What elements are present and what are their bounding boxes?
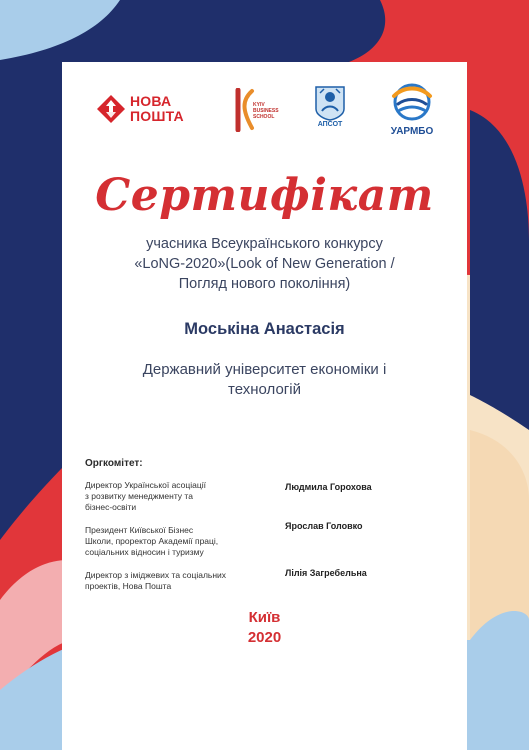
member-name: Лілія Загребельна xyxy=(285,568,367,578)
position-line: проектів, Нова Пошта xyxy=(85,581,172,591)
urmbo-logo xyxy=(382,82,442,140)
kbs-line1: KYIV xyxy=(253,102,265,108)
member-position xyxy=(85,480,265,513)
position-line: з розвитку менеджменту та xyxy=(85,491,193,501)
certificate-subtitle xyxy=(82,234,447,294)
nova-poshta-logo xyxy=(96,90,206,130)
recipient-university xyxy=(92,360,437,400)
kbs-line3: SCHOOL xyxy=(253,114,275,120)
certificate-card xyxy=(62,62,467,750)
urmbo-logo-icon xyxy=(382,82,442,124)
kyiv-business-school-logo xyxy=(230,88,286,134)
member-name: Людмила Горохова xyxy=(285,482,372,492)
apsot-emblem-icon xyxy=(310,85,350,121)
apsot-label: АПСОТ xyxy=(317,121,343,128)
member-position xyxy=(85,570,265,592)
city: Київ xyxy=(248,609,281,626)
year: 2020 xyxy=(247,629,282,646)
subtitle-line-1: учасника Всеукраїнського конкурсу xyxy=(146,236,383,252)
position-line: Директор з іміджевих та соціальних xyxy=(85,570,227,580)
subtitle-line-2: «LoNG-2020»(Look of New Generation / xyxy=(134,256,395,272)
member-name: Ярослав Головко xyxy=(285,521,363,531)
nova-poshta-logo-icon xyxy=(96,94,126,124)
position-line: бізнес-освіти xyxy=(85,502,137,512)
committee-title: Оргкомітет: xyxy=(85,458,143,469)
university-line-1: Державний університет економіки і xyxy=(142,361,387,378)
kbs-wordmark xyxy=(253,102,279,120)
recipient-name: Моськіна Анастасія xyxy=(184,320,345,338)
nova-poshta-line2: ПОШТА xyxy=(130,108,184,124)
member-position xyxy=(85,525,265,558)
position-line: Директор Української асоціації xyxy=(85,480,206,490)
nova-poshta-wordmark xyxy=(130,94,184,124)
city-date xyxy=(62,608,467,648)
position-line: Президент Київської Бізнес xyxy=(85,525,194,535)
apsot-logo xyxy=(310,85,350,137)
subtitle-line-3: Погляд нового покоління) xyxy=(178,276,351,292)
partner-logos xyxy=(62,80,467,140)
urmbo-label: УАРМБО xyxy=(390,126,434,137)
certificate-title: Сертифікат xyxy=(95,170,434,221)
position-line: Школи, проректор Академії праці, xyxy=(85,536,219,546)
kbs-line2: BUSINESS xyxy=(253,108,279,114)
university-line-2: технологій xyxy=(228,381,301,398)
position-line: соціальних відносин і туризму xyxy=(85,547,204,557)
nova-poshta-line1: НОВА xyxy=(130,93,172,109)
